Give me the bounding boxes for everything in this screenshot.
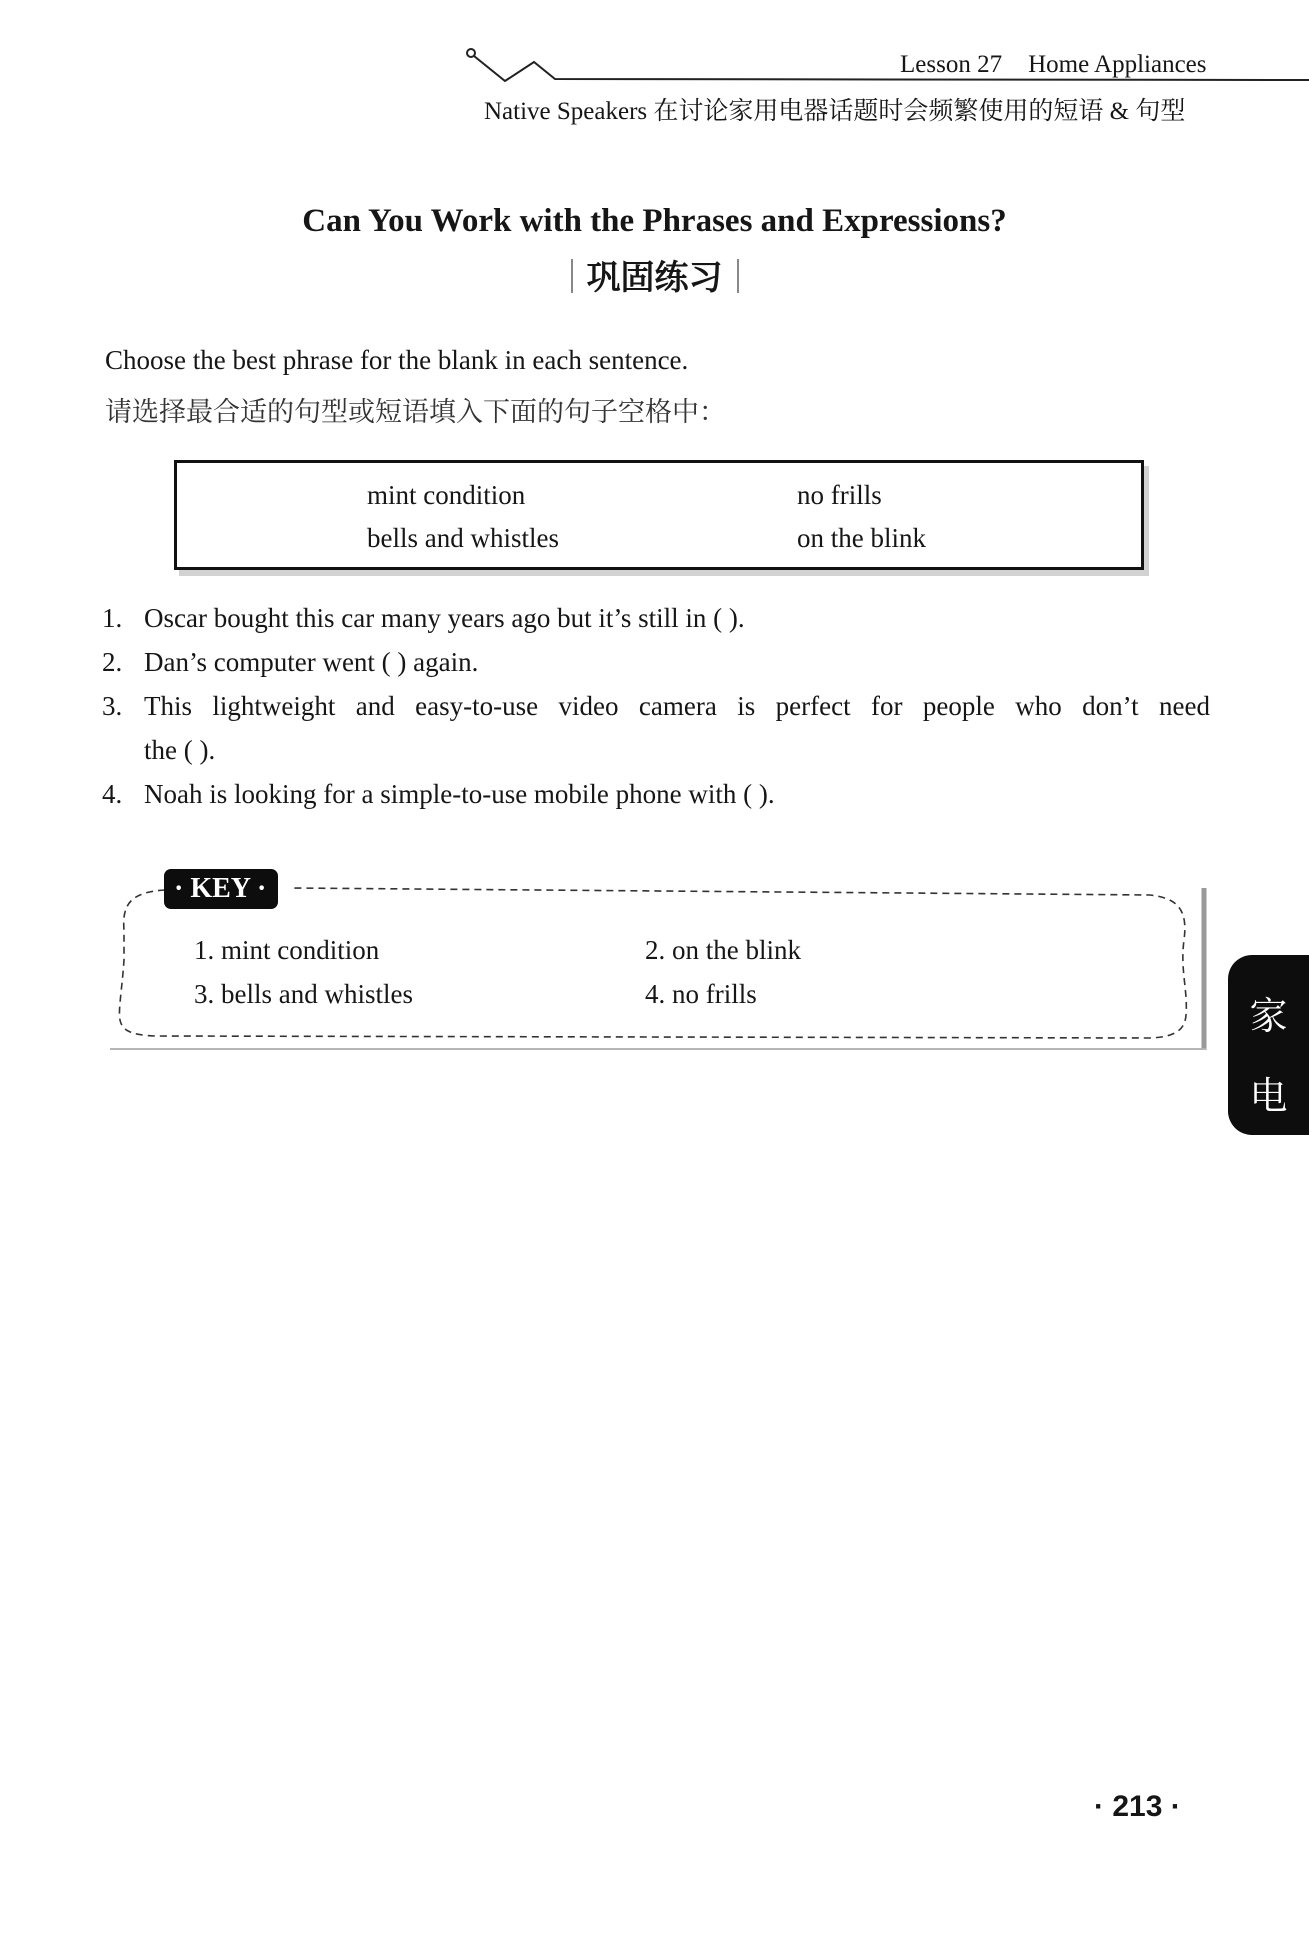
question-number: 4. (102, 779, 123, 809)
side-tab-char: 电 (1249, 1076, 1288, 1118)
question-text: Noah is looking for a simple-to-use mobile phone with ( ). (144, 779, 775, 809)
chapter-side-tab (1228, 955, 1309, 1135)
sub-header: Native Speakers 在讨论家用电器话题时会频繁使用的短语 & 句型 (484, 98, 1186, 125)
phrase-box (174, 460, 1144, 570)
divider (571, 259, 573, 293)
section-subtitle (0, 250, 1309, 299)
lesson-number: Lesson 27 (900, 51, 1003, 78)
phrase-option: bells and whistles (367, 523, 559, 553)
lesson-topic: Home Appliances (1028, 51, 1207, 78)
instruction-en: Choose the best phrase for the blank in each sentence. (105, 345, 689, 375)
key-answer: 2. on the blink (645, 935, 801, 965)
key-answer: 4. no frills (645, 979, 757, 1009)
phrase-option: on the blink (797, 523, 926, 553)
question-number: 2. (102, 647, 123, 677)
instruction-zh: 请选择最合适的句型或短语填入下面的句子空格中： (105, 397, 726, 427)
phrase-option: no frills (797, 480, 882, 510)
question-number: 1. (102, 603, 123, 633)
lesson-header (900, 51, 1207, 79)
divider (737, 259, 739, 293)
phrase-option: mint condition (367, 480, 526, 510)
question-text-continued: the ( ). (144, 735, 216, 765)
question-text: Oscar bought this car many years ago but it’s still in ( ). (144, 603, 745, 633)
section-title: Can You Work with the Phrases and Expressions? (302, 203, 1007, 239)
question-text: Dan’s computer went ( ) again. (144, 647, 479, 677)
question-number: 3. (102, 691, 123, 721)
section-subtitle-text: 巩固练习 (586, 260, 723, 297)
question-text: This lightweight and easy-to-use video camera is perfect for people who don’t need (144, 691, 1210, 721)
key-badge: · KEY · (164, 869, 278, 909)
page-number: · 213 · (1094, 1790, 1181, 1823)
side-tab-char: 家 (1249, 996, 1288, 1038)
key-answer: 3. bells and whistles (194, 979, 413, 1009)
key-answer: 1. mint condition (194, 935, 380, 965)
